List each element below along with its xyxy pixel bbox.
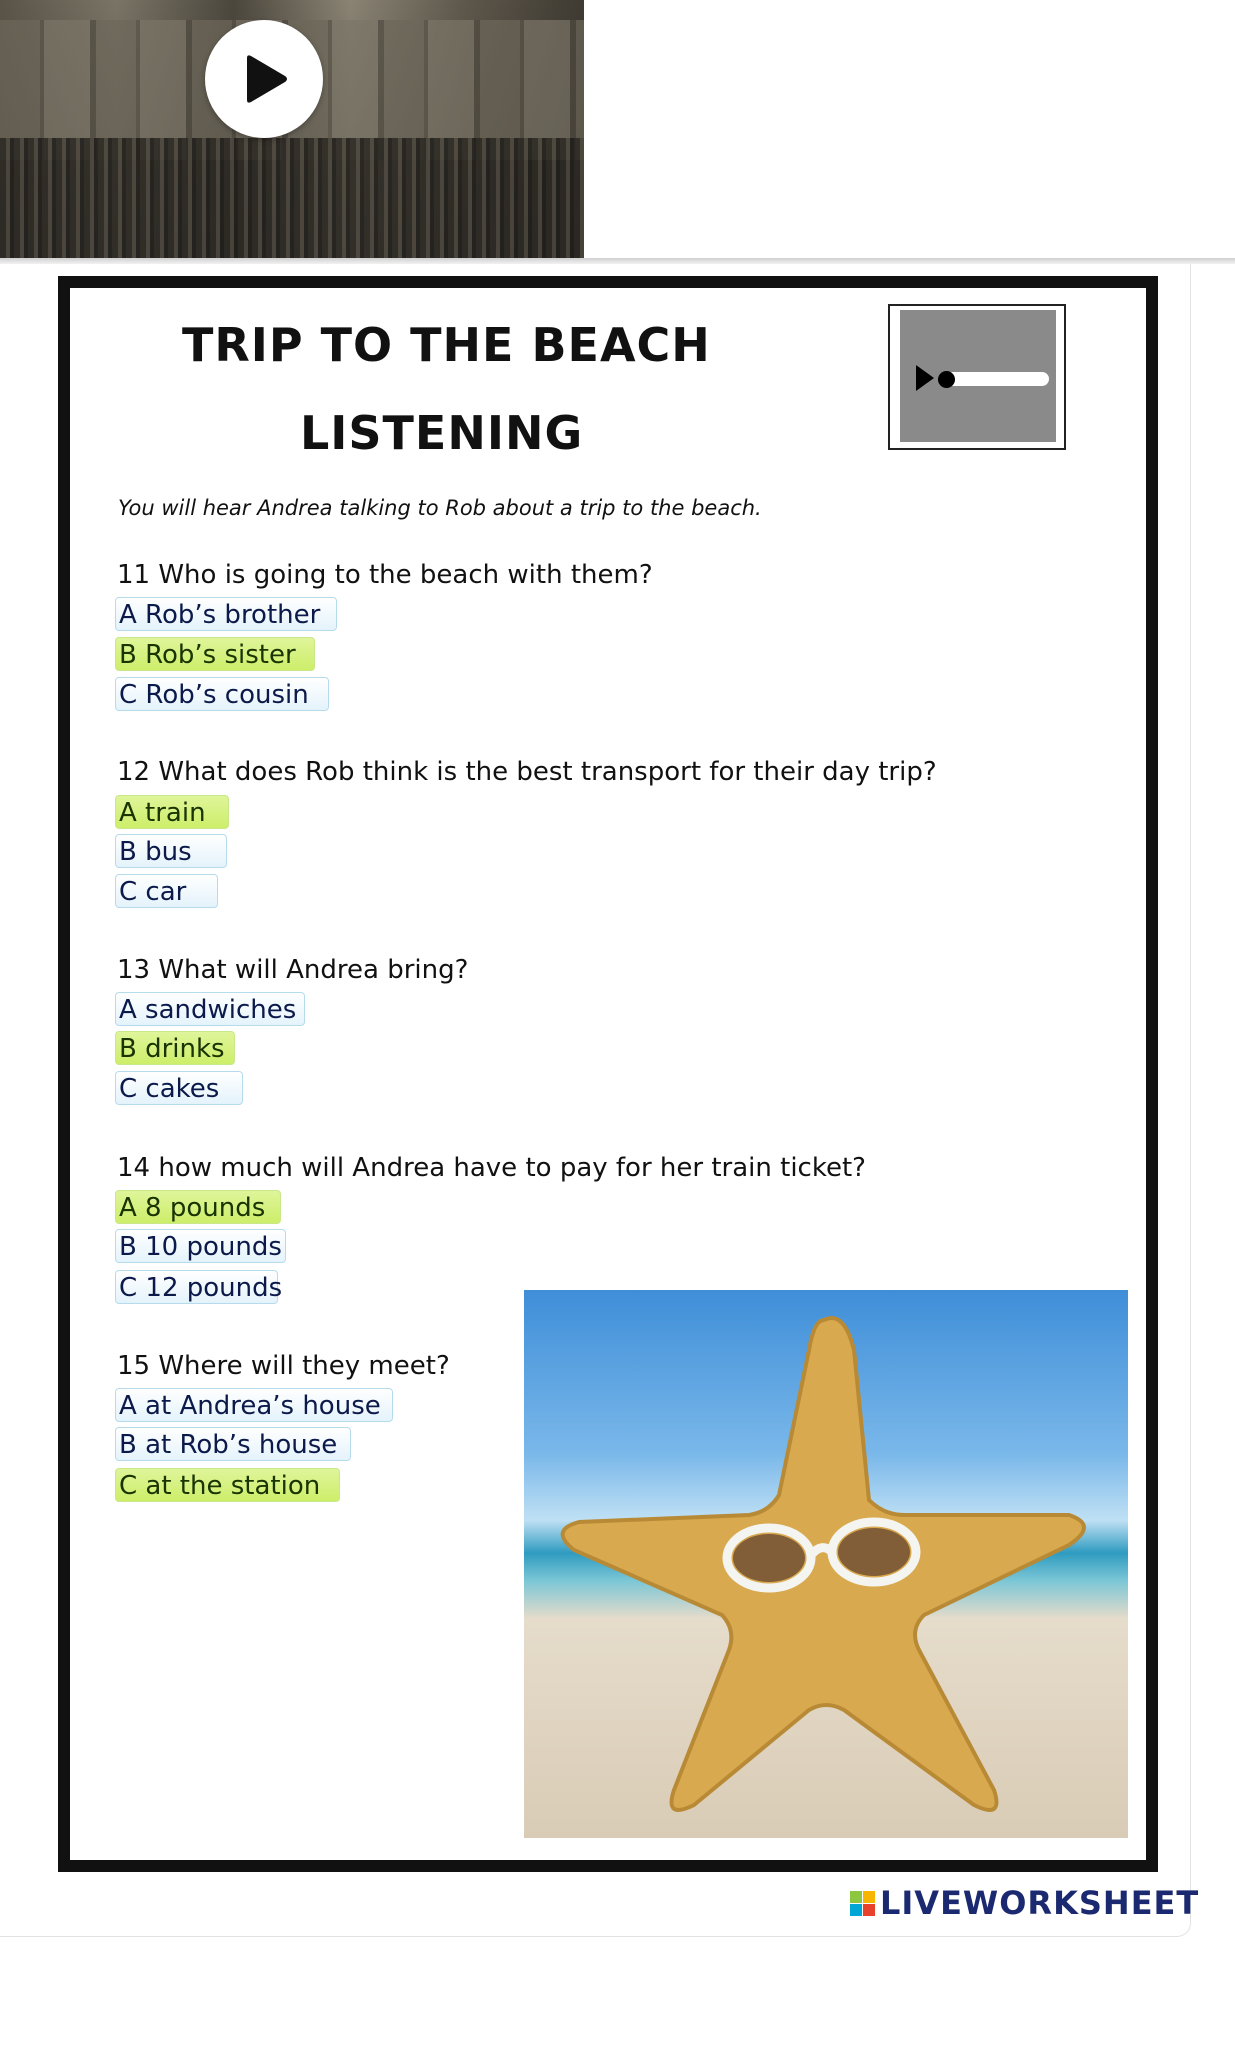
question-11: 11 Who is going to the beach with them? xyxy=(117,560,653,590)
video-thumbnail-crowd xyxy=(0,138,584,258)
video-player[interactable] xyxy=(0,0,584,258)
starfish-beach-image xyxy=(524,1290,1128,1838)
option-11-b[interactable]: B Rob’s sister xyxy=(115,637,315,671)
instructions: You will hear Andrea talking to Rob about a trip to the beach. xyxy=(118,496,762,520)
brand-icon xyxy=(850,1891,876,1917)
option-12-a[interactable]: A train xyxy=(115,795,229,829)
audio-progress-handle[interactable] xyxy=(938,371,955,388)
question-13: 13 What will Andrea bring? xyxy=(117,955,469,985)
option-15-c[interactable]: C at the station xyxy=(115,1468,340,1502)
liveworksheets-logo xyxy=(850,1884,1199,1922)
worksheet-title: TRIP TO THE BEACH xyxy=(182,318,711,372)
option-13-b[interactable]: B drinks xyxy=(115,1031,235,1065)
option-15-b[interactable]: B at Rob’s house xyxy=(115,1427,351,1461)
question-12: 12 What does Rob think is the best transport for their day trip? xyxy=(117,757,937,787)
question-15: 15 Where will they meet? xyxy=(117,1351,450,1381)
play-icon xyxy=(243,54,289,104)
audio-player[interactable] xyxy=(888,304,1066,450)
option-11-c[interactable]: C Rob’s cousin xyxy=(115,677,329,711)
option-14-b[interactable]: B 10 pounds xyxy=(115,1229,286,1263)
audio-player-panel xyxy=(900,310,1056,442)
option-12-c[interactable]: C car xyxy=(115,874,218,908)
option-14-c[interactable]: C 12 pounds xyxy=(115,1270,278,1304)
option-14-a[interactable]: A 8 pounds xyxy=(115,1190,281,1224)
question-14: 14 how much will Andrea have to pay for her train ticket? xyxy=(117,1153,866,1183)
option-12-b[interactable]: B bus xyxy=(115,834,227,868)
video-play-button[interactable] xyxy=(205,20,323,138)
audio-play-icon[interactable] xyxy=(916,365,934,391)
audio-progress-track[interactable] xyxy=(944,372,1049,386)
worksheet-subtitle: LISTENING xyxy=(300,406,584,460)
option-15-a[interactable]: A at Andrea’s house xyxy=(115,1388,393,1422)
option-13-a[interactable]: A sandwiches xyxy=(115,992,305,1026)
option-11-a[interactable]: A Rob’s brother xyxy=(115,597,337,631)
brand-text: LIVEWORKSHEET xyxy=(880,1884,1200,1922)
option-13-c[interactable]: C cakes xyxy=(115,1071,243,1105)
